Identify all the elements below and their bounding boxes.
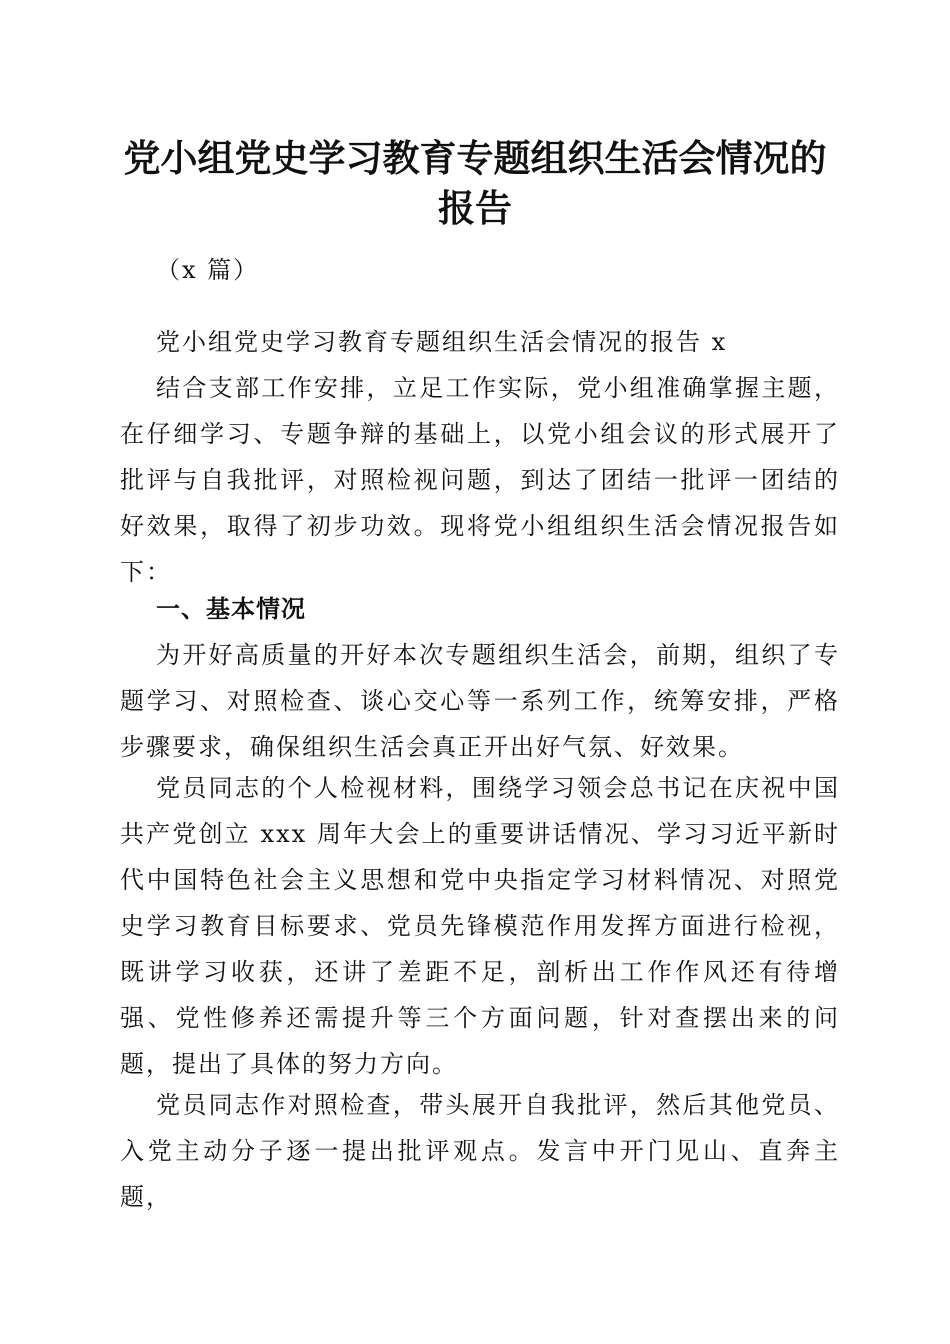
body-paragraph: 党员同志的个人检视材料，围绕学习领会总书记在庆祝中国共产党创立 xxx 周年大会上的重要讲话情况、学习习近平新时代中国特色社会主义思想和党中央指定学习材料情况、对照党史学习教育目标要求、党员先锋模范作用发挥方面进行检视，既讲学习收获，还讲了差距不足，剖析出工作作风还有待增强、党性修养还需提升等三个方面问题，针对查摆出来的问题，提出了具体的努力方向。 xyxy=(120,774,840,1078)
subtitle-line: 党小组党史学习教育专题组织生活会情况的报告 x xyxy=(156,328,728,356)
intro-paragraph: 结合支部工作安排，立足工作实际，党小组准确掌握主题，在仔细学习、专题争辩的基础上，以党小组会议的形式展开了批评与自我批评，对照检视问题，到达了团结一批评一团结的好效果，取得了初步功效。现将党小组组织生活会情况报告如下： xyxy=(120,374,840,586)
body-paragraph: 党员同志作对照检查，带头展开自我批评，然后其他党员、入党主动分子逐一提出批评观点。发言中开门见山、直奔主题， xyxy=(120,1091,840,1211)
piece-note: （x 篇） xyxy=(156,256,260,284)
section-heading-basic-situation: 一、基本情况 xyxy=(156,595,306,623)
body-paragraph: 为开好高质量的开好本次专题组织生活会，前期，组织了专题学习、对照检查、谈心交心等一系列工作，统筹安排，严格步骤要求，确保组织生活会真正开出好气氛、好效果。 xyxy=(120,641,840,761)
document-title: 党小组党史学习教育专题组织生活会情况的报告 xyxy=(123,136,827,230)
